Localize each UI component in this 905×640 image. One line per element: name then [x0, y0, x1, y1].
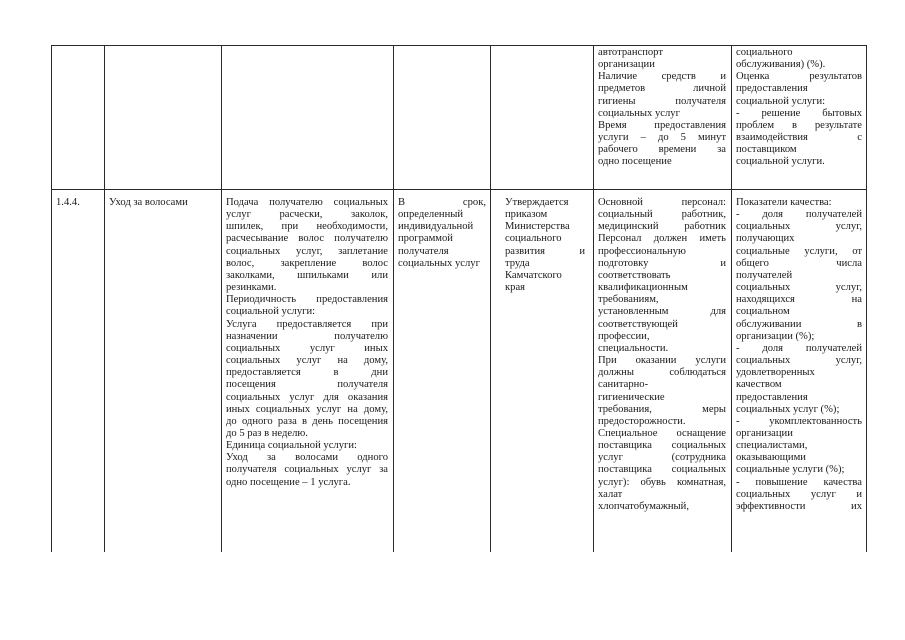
service-name-cell: [109, 197, 217, 209]
text-line: получателей: [736, 269, 793, 281]
text-line: - укомплектованность: [736, 415, 862, 427]
text-line: программой: [398, 233, 453, 245]
text-line: обслуживания) (%).: [736, 59, 826, 71]
text-line: услуг (сотрудника: [598, 452, 726, 464]
text-line: приказом: [505, 209, 548, 221]
text-line: установленным для: [598, 306, 726, 318]
text-line: - доля получателей: [736, 342, 862, 354]
text-line: социальных услуг: [598, 107, 680, 119]
text-line: Показатели качества:: [736, 197, 832, 208]
text-line: соответствующей: [598, 318, 678, 330]
service-term-cell: [398, 197, 486, 270]
text-line: должны соблюдаться: [598, 367, 726, 379]
text-line: социальных услуг иных: [226, 342, 388, 354]
text-line: эффективности их: [736, 500, 862, 512]
text-line: предоставляется в дни: [226, 367, 388, 379]
tariff-cell: [505, 197, 585, 294]
text-line: социальных услуг, заплетание: [226, 245, 388, 257]
column-divider: [104, 45, 105, 552]
text-line: В срок,: [398, 197, 486, 208]
text-line: Утверждается: [505, 197, 569, 208]
text-line: иных социальных услуг на дому,: [226, 403, 388, 415]
text-line: услуги – до 5 минут: [598, 132, 726, 144]
text-line: автотранспорт: [598, 47, 663, 58]
text-line: Камчатского: [505, 269, 562, 281]
text-line: социальные услуги (%);: [736, 464, 845, 476]
text-line: шпилек, при необходимости,: [226, 221, 388, 233]
text-line: социального: [505, 233, 562, 245]
text-line: удовлетворенных: [736, 367, 815, 379]
text-line: услуг расчески, заколок,: [226, 209, 388, 221]
text-line: обслуживании в: [736, 318, 862, 330]
text-line: общего числа: [736, 257, 862, 269]
text-line: подготовку и: [598, 257, 726, 269]
text-line: одно посещение – 1 услуга.: [226, 476, 351, 488]
row-divider: [51, 189, 867, 190]
text-line: предоставления: [736, 391, 808, 403]
text-line: Единица социальной услуги:: [226, 440, 357, 452]
text-line: гигиенические: [598, 391, 665, 403]
top-row-standards-cell: [598, 47, 726, 169]
service-name: Уход за волосами: [109, 197, 188, 208]
text-line: социальных услуг,: [736, 221, 862, 233]
text-line: требованиям,: [598, 294, 659, 306]
text-line: специальности.: [598, 342, 669, 354]
text-line: Персонал должен иметь: [598, 233, 726, 245]
text-line: - доля получателей: [736, 209, 862, 221]
table-border-left: [51, 45, 52, 552]
text-line: края: [505, 282, 526, 294]
text-line: взаимодействия с: [736, 132, 862, 144]
top-row-indicators-cell: [736, 47, 862, 169]
text-line: волос, закрепление волос: [226, 257, 388, 269]
text-line: Услуга предоставляется при: [226, 318, 388, 330]
text-line: профессиональную: [598, 245, 686, 257]
text-line: поставщика социальных: [598, 464, 726, 476]
text-line: предосторожности.: [598, 415, 686, 427]
text-line: посещения получателя: [226, 379, 388, 391]
table-border-top: [51, 45, 867, 46]
text-line: санитарно-: [598, 379, 649, 391]
column-divider: [731, 45, 732, 552]
text-line: до одного раза в день посещения: [226, 415, 388, 427]
text-line: медицинский работник: [598, 221, 726, 233]
column-divider: [490, 45, 491, 552]
text-line: социальном: [736, 306, 790, 318]
text-line: одно посещение: [598, 156, 672, 168]
text-line: социальной услуги.: [736, 156, 825, 168]
text-line: социальных услуг,: [736, 282, 862, 294]
text-line: организации: [736, 427, 793, 439]
text-line: оказывающими: [736, 452, 806, 464]
text-line: Министерства: [505, 221, 570, 233]
text-line: поставщика социальных: [598, 440, 726, 452]
table-border-right: [866, 45, 867, 552]
text-line: до 5 раз в неделю.: [226, 427, 308, 439]
text-line: - повышение качества: [736, 476, 862, 488]
text-line: проблем в результате: [736, 119, 862, 131]
text-line: Уход за волосами одного: [226, 452, 388, 464]
text-line: услуг): обувь комнатная,: [598, 476, 726, 488]
text-line: получателя: [398, 245, 449, 257]
quality-indicators-cell: [736, 197, 862, 513]
text-line: социальных услуг на дому,: [226, 355, 388, 367]
text-line: квалификационным: [598, 282, 688, 294]
text-line: получателя социальных услуг за: [226, 464, 388, 476]
text-line: предметов личной: [598, 83, 726, 95]
text-line: расчесывание волос получателю: [226, 233, 388, 245]
text-line: социальные услуги, от: [736, 245, 862, 257]
text-line: Специальное оснащение: [598, 427, 726, 439]
text-line: социальных услуг,: [736, 355, 862, 367]
text-line: При оказании услуги: [598, 355, 726, 367]
text-line: Основной персонал:: [598, 197, 726, 208]
text-line: труда: [505, 257, 530, 269]
text-line: организации: [598, 59, 655, 71]
text-line: назначении получателю: [226, 330, 388, 342]
text-line: социальной услуги:: [736, 95, 826, 107]
text-line: хлопчатобумажный,: [598, 500, 689, 512]
column-divider: [593, 45, 594, 552]
text-line: Оценка результатов: [736, 71, 862, 83]
text-line: социальных услуг (%);: [736, 403, 840, 415]
text-line: предоставления: [736, 83, 808, 95]
text-line: социальных услуг и: [736, 488, 862, 500]
text-line: поставщиком: [736, 144, 797, 156]
row-number: 1.4.4.: [56, 197, 80, 208]
text-line: Наличие средств и: [598, 71, 726, 83]
text-line: требования, меры: [598, 403, 726, 415]
text-line: профессии,: [598, 330, 650, 342]
text-line: социальной услуги:: [226, 306, 316, 318]
quality-standards-cell: [598, 197, 726, 513]
text-line: качеством: [736, 379, 782, 391]
text-line: социального: [736, 47, 793, 58]
text-line: социальных услуг для оказания: [226, 391, 388, 403]
text-line: заколками, шпильками или: [226, 269, 388, 281]
text-line: организации (%);: [736, 330, 815, 342]
column-divider: [393, 45, 394, 552]
column-divider: [221, 45, 222, 552]
text-line: Время предоставления: [598, 119, 726, 131]
text-line: халат: [598, 488, 623, 500]
text-line: Подача получателю социальных: [226, 197, 388, 208]
text-line: находящихся на: [736, 294, 862, 306]
row-number-cell: [56, 197, 100, 209]
text-line: соответствовать: [598, 269, 671, 281]
service-description-cell: [226, 197, 388, 489]
text-line: социальных услуг: [398, 257, 480, 269]
text-line: определенный: [398, 209, 464, 221]
text-line: - решение бытовых: [736, 107, 862, 119]
text-line: гигиены получателя: [598, 95, 726, 107]
text-line: Периодичность предоставления: [226, 294, 388, 306]
text-line: индивидуальной: [398, 221, 474, 233]
text-line: развития и: [505, 245, 585, 257]
text-line: резинками.: [226, 282, 277, 294]
text-line: специалистами,: [736, 440, 808, 452]
text-line: получающих: [736, 233, 795, 245]
text-line: рабочего времени за: [598, 144, 726, 156]
text-line: социальный работник,: [598, 209, 726, 221]
